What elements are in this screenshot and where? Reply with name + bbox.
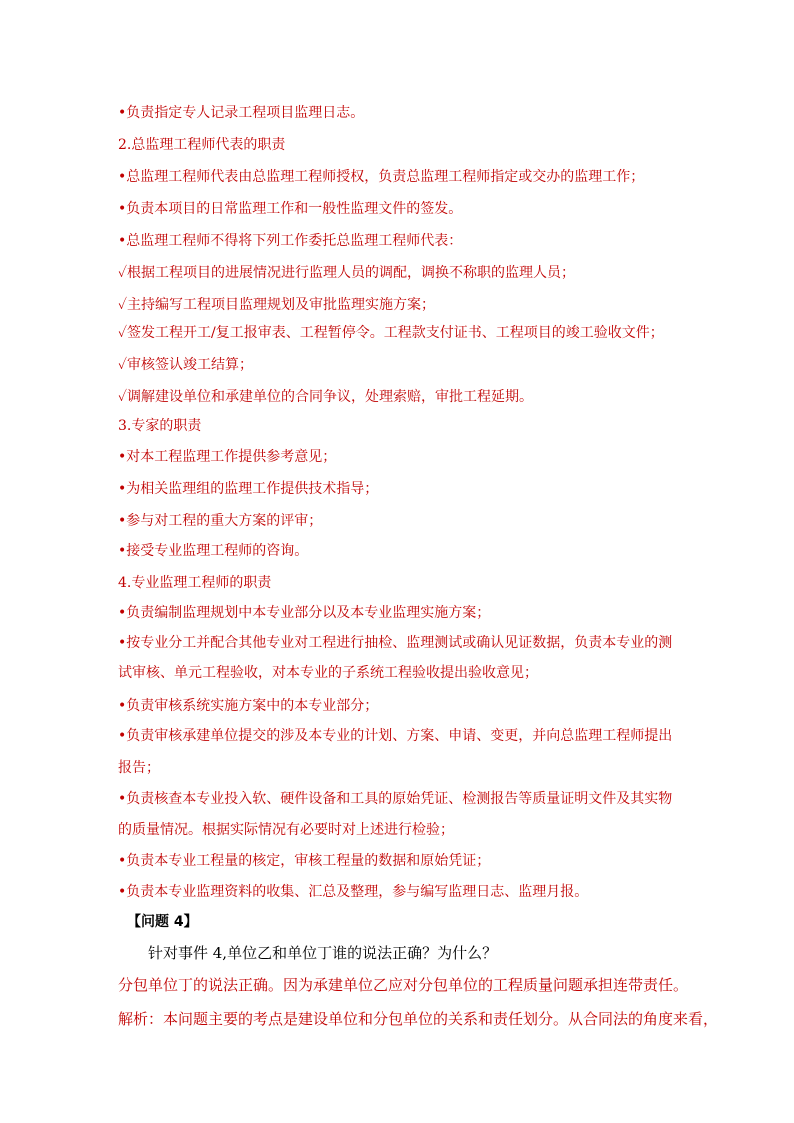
- check-item: ✓调解建设单位和承建单位的合同争议，处理索赔，审批工程延期。: [118, 389, 534, 405]
- answer-text: 分包单位丁的说法正确。因为承建单位乙应对分包单位的工程质量问题承担连带责任。: [118, 976, 689, 994]
- text-line: •负责本专业监理资料的收集、汇总及整理，参与编写监理日志、监理月报。: [118, 884, 589, 900]
- check-item: ✓签发工程开工/复工报审表、工程暂停令。工程款支付证书、工程项目的竣工验收文件；: [118, 325, 664, 341]
- text-line: •负责指定专人记录工程项目监理日志。: [118, 105, 365, 121]
- text-line: •负责编制监理规划中本专业部分以及本专业监理实施方案；: [118, 605, 491, 621]
- text-line: 试审核、单元工程验收，对本专业的子系统工程验收提出验收意见；: [118, 665, 538, 681]
- check-item: ✓根据工程项目的进展情况进行监理人员的调配，调换不称职的监理人员；: [118, 265, 576, 281]
- text-line: •负责审核承建单位提交的涉及本专业的计划、方案、申请、变更，并向总监理工程师提出: [118, 728, 673, 744]
- section-heading: 2.总监理工程师代表的职责: [118, 137, 286, 153]
- text-line: •负责审核系统实施方案中的本专业部分；: [118, 698, 379, 714]
- text-line: •总监理工程师不得将下列工作委托总监理工程师代表：: [118, 233, 463, 249]
- text-line: •负责本项目的日常监理工作和一般性监理文件的签发。: [118, 201, 463, 217]
- text-line: •为相关监理组的监理工作提供技术指导；: [118, 481, 379, 497]
- check-item: ✓审核签认竣工结算；: [118, 357, 254, 373]
- text-line: •负责本专业工程量的核定，审核工程量的数据和原始凭证；: [118, 853, 491, 869]
- text-line: •总监理工程师代表由总监理工程师授权，负责总监理工程师指定或交办的监理工作；: [118, 169, 645, 185]
- text-line: •按专业分工并配合其他专业对工程进行抽检、监理测试或确认见证数据，负责本专业的测: [118, 635, 673, 651]
- check-item: ✓主持编写工程项目监理规划及审批监理实施方案；: [118, 297, 436, 313]
- text-line: •接受专业监理工程师的咨询。: [118, 543, 309, 559]
- text-line: •对本工程监理工作提供参考意见；: [118, 449, 337, 465]
- question-text: 针对事件 4,单位乙和单位丁谁的说法正确？为什么？: [148, 944, 498, 962]
- section-heading: 3.专家的职责: [118, 418, 202, 434]
- question-heading: 【问题 4】: [127, 914, 198, 930]
- text-line: 报告；: [118, 760, 160, 776]
- text-line: 的质量情况。根据实际情况有必要时对上述进行检验；: [118, 822, 454, 838]
- text-line: •负责核查本专业投入软、硬件设备和工具的原始凭证、检测报告等质量证明文件及其实物: [118, 791, 673, 807]
- section-heading: 4.专业监理工程师的职责: [118, 575, 272, 591]
- analysis-text: 解析：本问题主要的考点是建设单位和分包单位的关系和责任划分。从合同法的角度来看，: [118, 1010, 719, 1028]
- text-line: •参与对工程的重大方案的评审；: [118, 513, 323, 529]
